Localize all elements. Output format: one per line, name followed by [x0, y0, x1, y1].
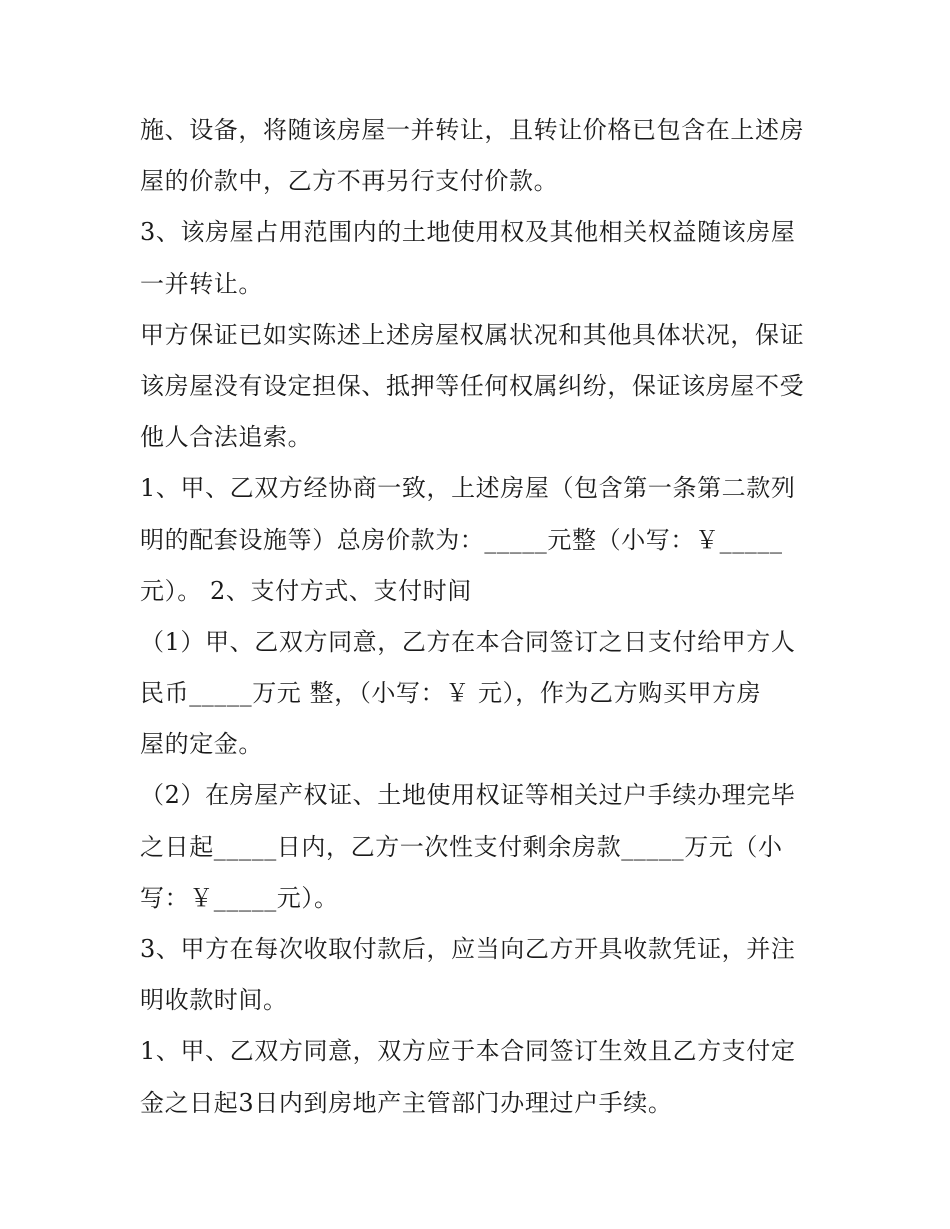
text-line: 3、甲方在每次收取付款后，应当向乙方开具收款凭证，并注: [140, 935, 796, 963]
document-body: [140, 105, 830, 1129]
text-line: 元）。 2、支付方式、支付时间: [140, 576, 472, 605]
text-line: 民币_____万元 整，（小写：￥ 元），作为乙方购买甲方房: [140, 679, 762, 708]
text-line: 1、甲、乙双方同意，双方应于本合同签订生效且乙方支付定: [140, 1037, 796, 1066]
text-line: 明的配套设施等）总房价款为：_____元整（小写：￥_____: [140, 525, 783, 554]
text-line: （2）在房屋产权证、土地使用权证等相关过户手续办理完毕: [140, 781, 796, 810]
text-line: 屋的定金。: [140, 730, 263, 759]
text-line: 一并转让。: [140, 269, 263, 298]
text-line: 该房屋没有设定担保、抵押等任何权属纠纷，保证该房屋不受: [140, 371, 805, 400]
text-line: 金之日起3日内到房地产主管部门办理过户手续。: [140, 1088, 673, 1117]
text-line: 他人合法追索。: [140, 423, 313, 452]
text-line: （1）甲、乙双方同意，乙方在本合同签订之日支付给甲方人: [140, 627, 796, 656]
text-line: 明收款时间。: [140, 986, 288, 1015]
text-line: 1、甲、乙双方经协商一致，上述房屋（包含第一条第二款列: [140, 474, 796, 503]
text-line: 3、该房屋占用范围内的土地使用权及其他相关权益随该房屋: [140, 218, 796, 247]
text-line: 甲方保证已如实陈述上述房屋权属状况和其他具体状况，保证: [140, 320, 805, 349]
text-line: 屋的价款中，乙方不再另行支付价款。: [140, 167, 559, 196]
text-line: 之日起_____日内，乙方一次性支付剩余房款_____万元（小: [140, 832, 783, 861]
text-line: 写：￥_____元）。: [140, 883, 339, 912]
text-line: 施、设备，将随该房屋一并转让，且转让价格已包含在上述房: [140, 116, 805, 144]
